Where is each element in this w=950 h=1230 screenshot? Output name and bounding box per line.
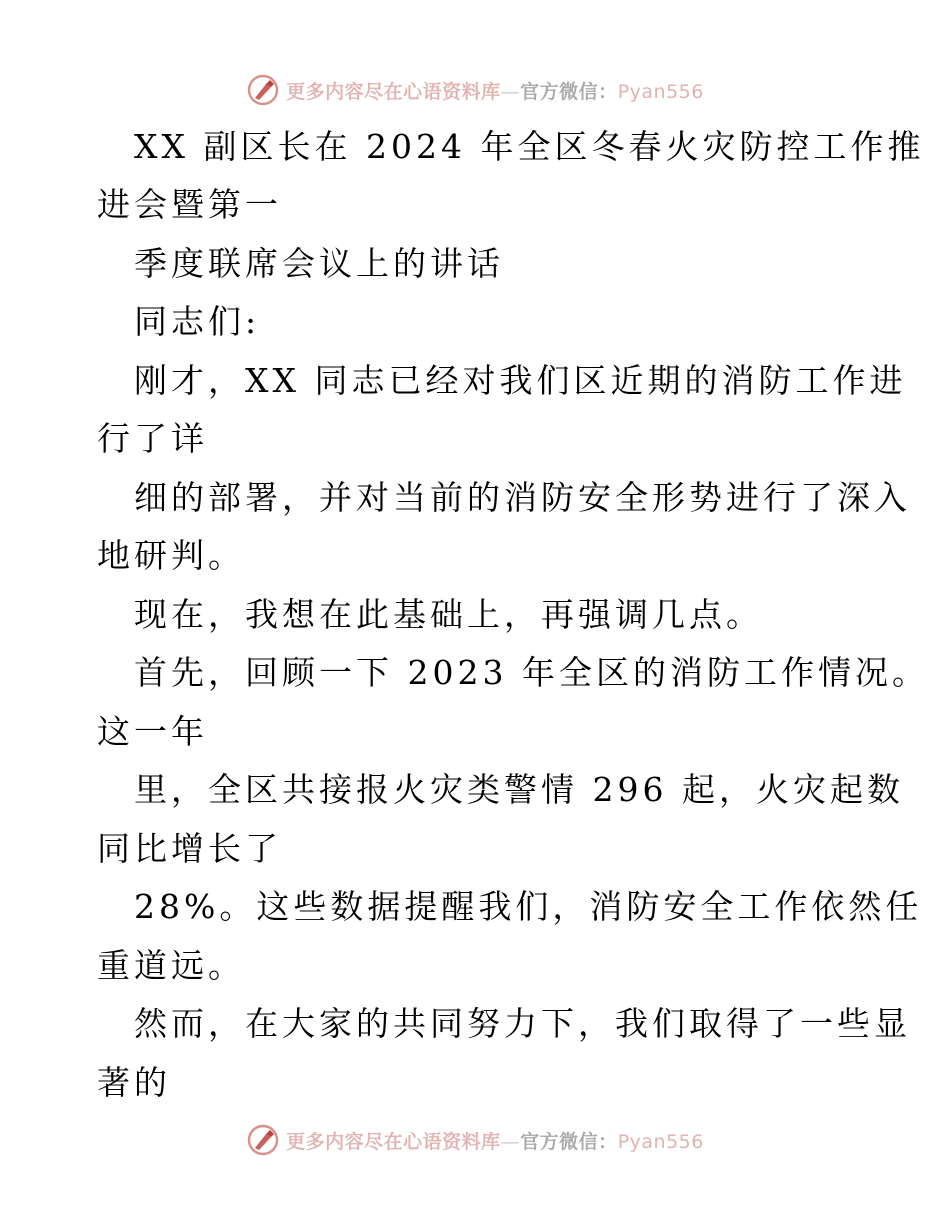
document-line: 然而，在大家的共同努力下，我们取得了一些显 bbox=[134, 1004, 911, 1043]
watermark-site-text: 更多内容尽在心语资料库 bbox=[286, 1130, 501, 1153]
document-line: 现在，我想在此基础上，再强调几点。 bbox=[134, 595, 763, 634]
header-watermark bbox=[0, 70, 950, 110]
watermark-official-label: 官方微信： bbox=[520, 80, 618, 103]
pen-nib-logo-icon bbox=[246, 73, 280, 107]
pen-nib-logo-icon bbox=[246, 1123, 280, 1157]
document-line: 地研判。 bbox=[97, 536, 245, 575]
watermark-official-label: 官方微信： bbox=[520, 1130, 618, 1153]
document-line: 28%。这些数据提醒我们，消防安全工作依然任 bbox=[134, 887, 923, 926]
footer-watermark bbox=[0, 1120, 950, 1160]
watermark-separator: — bbox=[500, 80, 521, 103]
document-line: 进会暨第一 bbox=[97, 185, 282, 224]
watermark-site-text: 更多内容尽在心语资料库 bbox=[286, 80, 501, 103]
watermark-account-id: Pyan556 bbox=[617, 1130, 704, 1153]
document-line: 里，全区共接报火灾类警情 296 起，火灾起数 bbox=[134, 770, 904, 809]
watermark-separator: — bbox=[500, 1130, 521, 1153]
document-line: XX 副区长在 2024 年全区冬春火灾防控工作推 bbox=[134, 127, 925, 166]
document-line: 重道远。 bbox=[97, 946, 245, 985]
document-line: 同志们: bbox=[134, 302, 261, 341]
document-line: 首先，回顾一下 2023 年全区的消防工作情况。 bbox=[134, 653, 929, 692]
document-line: 细的部署，并对当前的消防安全形势进行了深入 bbox=[134, 478, 911, 517]
document-line: 这一年 bbox=[97, 712, 208, 751]
document-line: 行了详 bbox=[97, 419, 208, 458]
document-line: 季度联席会议上的讲话 bbox=[134, 244, 504, 283]
watermark-account-id: Pyan556 bbox=[617, 80, 704, 103]
document-line: 同比增长了 bbox=[97, 829, 282, 868]
document-line: 著的 bbox=[97, 1063, 171, 1102]
document-line: 刚才，XX 同志已经对我们区近期的消防工作进 bbox=[134, 361, 907, 400]
